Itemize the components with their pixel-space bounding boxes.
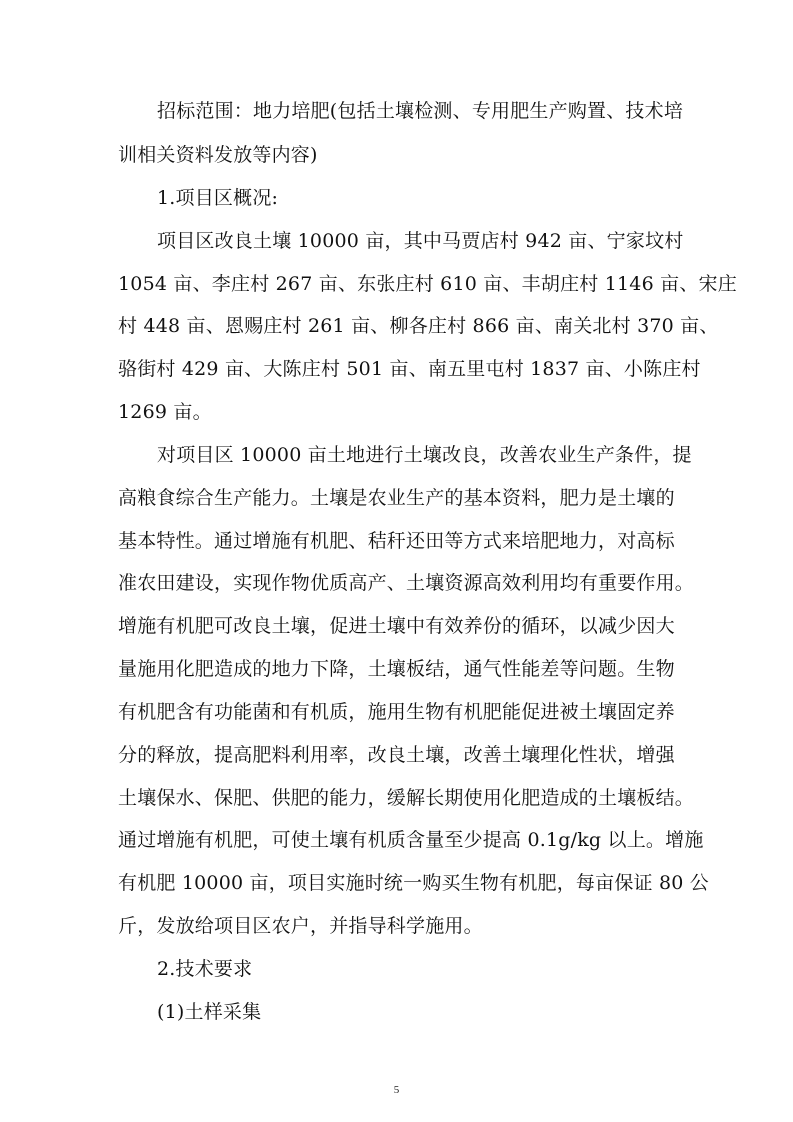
text-line: 1054 亩、李庄村 267 亩、东张庄村 610 亩、丰胡庄村 1146 亩、宋庄 (118, 273, 737, 295)
text-line: 分的释放，提高肥料利用率，改良土壤，改善土壤理化性状，增强 (118, 744, 675, 766)
text-line: 土壤保水、保肥、供肥的能力，缓解长期使用化肥造成的土壤板结。 (118, 787, 695, 809)
subsection-heading: (1)土样采集 (157, 1001, 262, 1023)
text-line: 村 448 亩、恩赐庄村 261 亩、柳各庄村 866 亩、南关北村 370 亩、 (118, 315, 719, 337)
text-line: 斤，发放给项目区农户，并指导科学施用。 (118, 915, 483, 937)
text-line: 高粮食综合生产能力。土壤是农业生产的基本资料，肥力是土壤的 (118, 487, 675, 509)
text-line: 有机肥含有功能菌和有机质，施用生物有机肥能促进被土壤固定养 (118, 701, 675, 723)
text-line: 基本特性。通过增施有机肥、秸秆还田等方式来培肥地力，对高标 (118, 530, 675, 552)
text-line: 有机肥 10000 亩，项目实施时统一购买生物有机肥，每亩保证 80 公 (118, 872, 709, 894)
page-number: 5 (393, 1084, 400, 1096)
text-line: 招标范围：地力培肥(包括土壤检测、专用肥生产购置、技术培 (157, 100, 684, 122)
section-heading: 1.项目区概况: (157, 187, 279, 209)
text-line: 增施有机肥可改良土壤，促进土壤中有效养份的循环，以减少因大 (118, 615, 675, 637)
text-line: 项目区改良土壤 10000 亩，其中马贾店村 942 亩、宁家坟村 (157, 230, 684, 252)
text-line: 准农田建设，实现作物优质高产、土壤资源高效利用均有重要作用。 (118, 572, 695, 594)
text-line: 通过增施有机肥，可使土壤有机质含量至少提高 0.1g/kg 以上。增施 (118, 829, 704, 851)
section-heading: 2.技术要求 (157, 958, 253, 980)
text-line: 量施用化肥造成的地力下降，土壤板结，通气性能差等问题。生物 (118, 658, 675, 680)
text-line: 对项目区 10000 亩土地进行土壤改良，改善农业生产条件，提 (157, 444, 692, 466)
text-line: 训相关资料发放等内容) (118, 144, 318, 166)
text-line: 骆街村 429 亩、大陈庄村 501 亩、南五里屯村 1837 亩、小陈庄村 (118, 358, 701, 380)
text-line: 1269 亩。 (118, 401, 212, 423)
